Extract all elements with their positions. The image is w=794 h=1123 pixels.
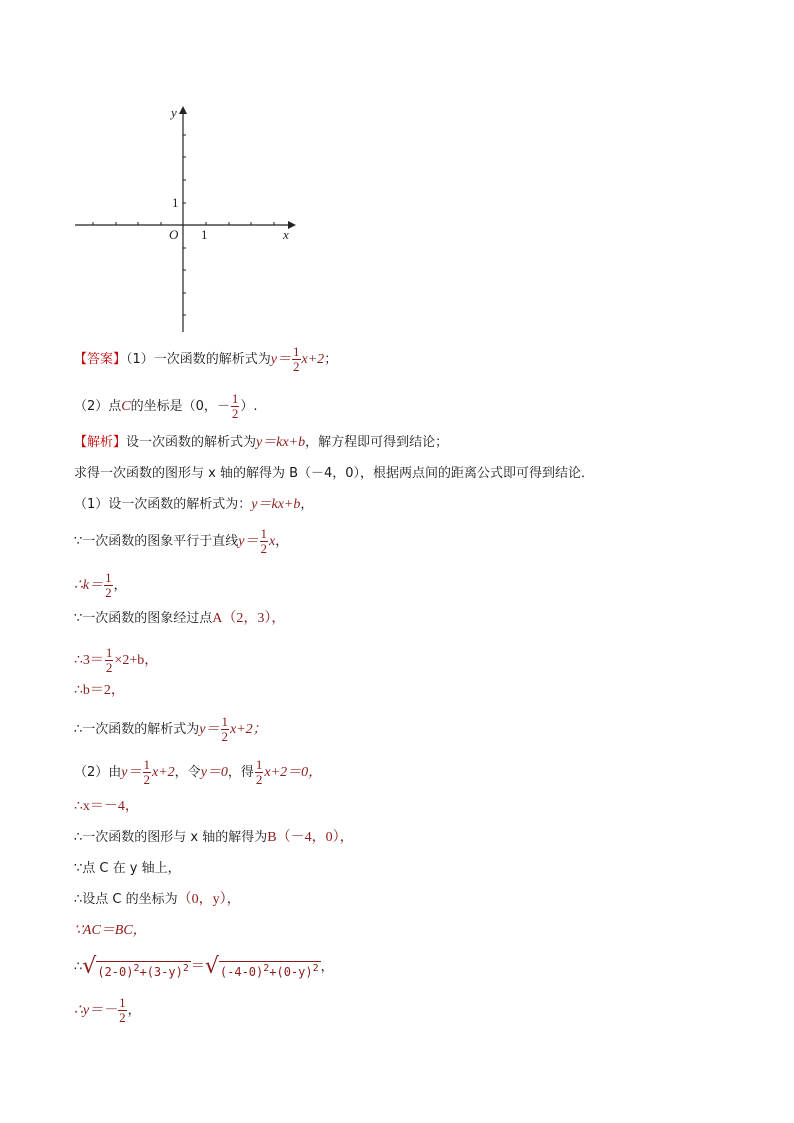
analysis-14-point: （0，y）， bbox=[177, 892, 241, 907]
analysis-10-g: x+2＝0， bbox=[264, 765, 323, 780]
fraction-half: $\frac{1}{2}$ bbox=[119, 995, 126, 1025]
fraction-half: $\frac{1}{2}$ bbox=[221, 714, 228, 744]
analysis-line-3 bbox=[74, 498, 313, 512]
analysis-10-e: y＝0 bbox=[200, 765, 228, 780]
analysis-9-post: x+2； bbox=[230, 722, 267, 737]
answer-1-expr-tail: x+2 bbox=[301, 352, 325, 367]
origin-label: O bbox=[169, 227, 179, 242]
y-axis-label: y bbox=[171, 105, 177, 120]
fraction-half: $\frac{1}{2}$ bbox=[143, 757, 150, 787]
analysis-10-f: ，得 bbox=[227, 765, 254, 780]
analysis-7-pre: ∴3＝ bbox=[74, 653, 104, 668]
analysis-5-pre: ∴k＝ bbox=[74, 578, 104, 593]
answer-tag: 【答案】 bbox=[74, 352, 127, 367]
analysis-17-pre: ∴y＝－ bbox=[74, 1003, 118, 1018]
answer-1-end: ； bbox=[324, 352, 338, 367]
sqrt-right: √ $(-4-0)^2+(0-y)^2$ bbox=[204, 954, 319, 979]
analysis-3-end: ， bbox=[300, 497, 314, 512]
analysis-4-end: ， bbox=[275, 534, 289, 549]
analysis-15-expr: ∵AC＝BC， bbox=[74, 923, 147, 938]
analysis-line-16 bbox=[74, 956, 334, 978]
analysis-line-7 bbox=[74, 646, 158, 675]
analysis-7-post: ×2+b， bbox=[114, 653, 159, 668]
analysis-12-point: B（－4，0）， bbox=[267, 830, 354, 845]
analysis-3-expr: y＝kx+b bbox=[251, 497, 301, 512]
analysis-6-text: ∵一次函数的图象经过点 bbox=[74, 611, 213, 626]
y-axis-arrow bbox=[179, 106, 187, 114]
answer-1-text: （1）一次函数的解析式为 bbox=[126, 352, 271, 367]
answer-2-end: ）. bbox=[240, 399, 258, 414]
analysis-line-1 bbox=[74, 436, 448, 450]
fraction-half: $\frac{1}{2}$ bbox=[255, 757, 263, 787]
analysis-4-pre: y＝ bbox=[238, 534, 259, 549]
analysis-10-d: ，令 bbox=[174, 765, 201, 780]
analysis-12-text: ∴一次函数的图形与 x 轴的解得为 bbox=[74, 830, 268, 845]
analysis-line-17 bbox=[74, 996, 141, 1025]
analysis-1-end: ，解方程即可得到结论； bbox=[305, 435, 449, 450]
analysis-5-end: ， bbox=[113, 578, 127, 593]
analysis-line-2: 求得一次函数的图形与 x 轴的解得为 B（－4，0），根据两点间的距离公式即可得到结论． bbox=[74, 466, 595, 481]
analysis-8-expr: ∴b＝2， bbox=[74, 683, 125, 698]
analysis-line-15 bbox=[74, 924, 147, 938]
analysis-3-text: （1）设一次函数的解析式为： bbox=[74, 497, 252, 512]
analysis-tag: 【解析】 bbox=[74, 435, 127, 450]
analysis-line-6 bbox=[74, 612, 285, 626]
analysis-10-c: x+2 bbox=[152, 765, 175, 780]
analysis-17-end: ， bbox=[127, 1003, 141, 1018]
x-axis-label: x bbox=[283, 227, 289, 242]
fraction-half: $\frac{1}{2}$ bbox=[105, 570, 112, 600]
answer-2-text: （2）点 bbox=[74, 399, 122, 414]
coordinate-axes bbox=[70, 100, 300, 340]
analysis-9-text: ∴一次函数的解析式为 bbox=[74, 722, 200, 737]
x-axis-arrow bbox=[288, 221, 296, 229]
analysis-line-5 bbox=[74, 571, 127, 600]
analysis-14-text: ∴设点 C 的坐标为 bbox=[74, 892, 178, 907]
y-tick-one-label: 1 bbox=[172, 195, 179, 210]
analysis-line-10 bbox=[74, 758, 322, 787]
answer-2-mid: 的坐标是（0，－ bbox=[130, 399, 230, 414]
answer-1-expr: y＝ bbox=[270, 352, 292, 367]
sqrt-left: √ $(2-0)^2+(3-y)^2$ bbox=[82, 954, 189, 979]
answer-line-2 bbox=[74, 392, 258, 421]
fraction-half: $\frac{1}{2}$ bbox=[260, 526, 267, 556]
analysis-16-eq: ＝ bbox=[190, 959, 205, 975]
analysis-1-expr: y＝kx+b bbox=[256, 435, 306, 450]
analysis-11-expr: ∴x＝－4， bbox=[74, 799, 139, 814]
analysis-4-text: ∵一次函数的图象平行于直线 bbox=[74, 534, 239, 549]
analysis-10-a: （2）由 bbox=[74, 765, 122, 780]
analysis-10-b: y＝ bbox=[121, 765, 142, 780]
analysis-9-pre: y＝ bbox=[199, 722, 220, 737]
analysis-line-4 bbox=[74, 527, 288, 556]
analysis-16-end: ， bbox=[320, 959, 334, 975]
answer-2-var: C bbox=[121, 399, 131, 414]
answer-line-1 bbox=[74, 345, 337, 374]
analysis-1-text: 设一次函数的解析式为 bbox=[126, 435, 257, 450]
analysis-line-14 bbox=[74, 893, 241, 907]
analysis-6-point: A（2，3）， bbox=[212, 611, 286, 626]
fraction-half: $\frac{1}{2}$ bbox=[293, 344, 300, 374]
analysis-4-post: x bbox=[269, 534, 276, 549]
analysis-line-11 bbox=[74, 800, 139, 814]
analysis-line-13: ∵点 C 在 y 轴上， bbox=[74, 861, 181, 876]
analysis-16-pre: ∴ bbox=[74, 959, 83, 975]
fraction-half: $\frac{1}{2}$ bbox=[231, 391, 239, 421]
fraction-half: $\frac{1}{2}$ bbox=[105, 645, 113, 675]
analysis-line-9 bbox=[74, 715, 267, 744]
analysis-line-12 bbox=[74, 831, 354, 845]
x-tick-one-label: 1 bbox=[201, 227, 208, 242]
analysis-line-8 bbox=[74, 684, 125, 698]
